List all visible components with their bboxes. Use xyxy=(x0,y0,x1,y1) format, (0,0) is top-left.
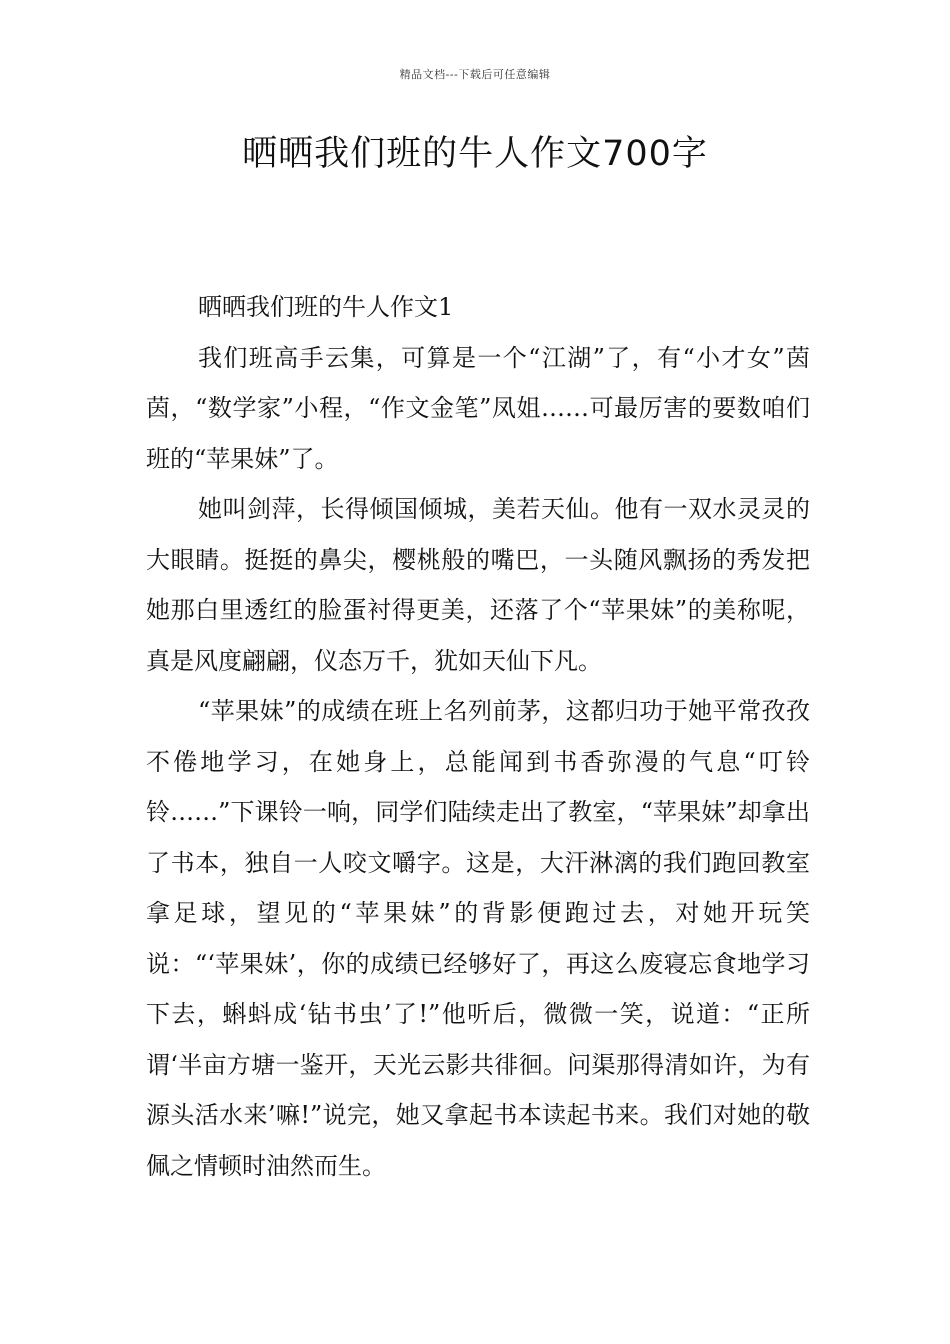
paragraph-3: “苹果妹”的成绩在班上名列前茅，这都归功于她平常孜孜不倦地学习，在她身上，总能闻到书香弥漫的气息“叮铃铃……”下课铃一响，同学们陆续走出了教室，“苹果妹”却拿出了书本，独自一人咬文嚼字。这是，大汗淋漓的我们跑回教室拿足球，望见的“苹果妹”的背影便跑过去，对她开玩笑说：“‘苹果妹’，你的成绩已经够好了，再这么废寝忘食地学习下去，蝌蚪成‘钻书虫’了!”他听后，微微一笑，说道：“正所谓‘半亩方塘一鉴开，天光云影共徘徊。问渠那得清如许，为有源头活水来’嘛!”说完，她又拿起书本读起书来。我们对她的敬佩之情顿时油然而生。 xyxy=(146,697,810,1180)
paragraph-1: 我们班高手云集，可算是一个“江湖”了，有“小才女”茵茵，“数学家”小程，“作文金笔”凤姐……可最厉害的要数咱们班的“苹果妹”了。 xyxy=(146,343,810,473)
header-note: 精品文档---下载后可任意编辑 xyxy=(399,68,551,81)
section-subtitle: 晒晒我们班的牛人作文1 xyxy=(198,293,454,321)
document-title: 晒晒我们班的牛人作文700字 xyxy=(242,134,708,174)
document-body xyxy=(146,282,810,1191)
paragraph-2: 她叫剑萍，长得倾国倾城，美若天仙。他有一双水灵灵的大眼睛。挺挺的鼻尖，樱桃般的嘴巴，一头随风飘扬的秀发把她那白里透红的脸蛋衬得更美，还落了个“苹果妹”的美称呢，真是风度翩翩，仪态万千，犹如天仙下凡。 xyxy=(146,495,810,675)
